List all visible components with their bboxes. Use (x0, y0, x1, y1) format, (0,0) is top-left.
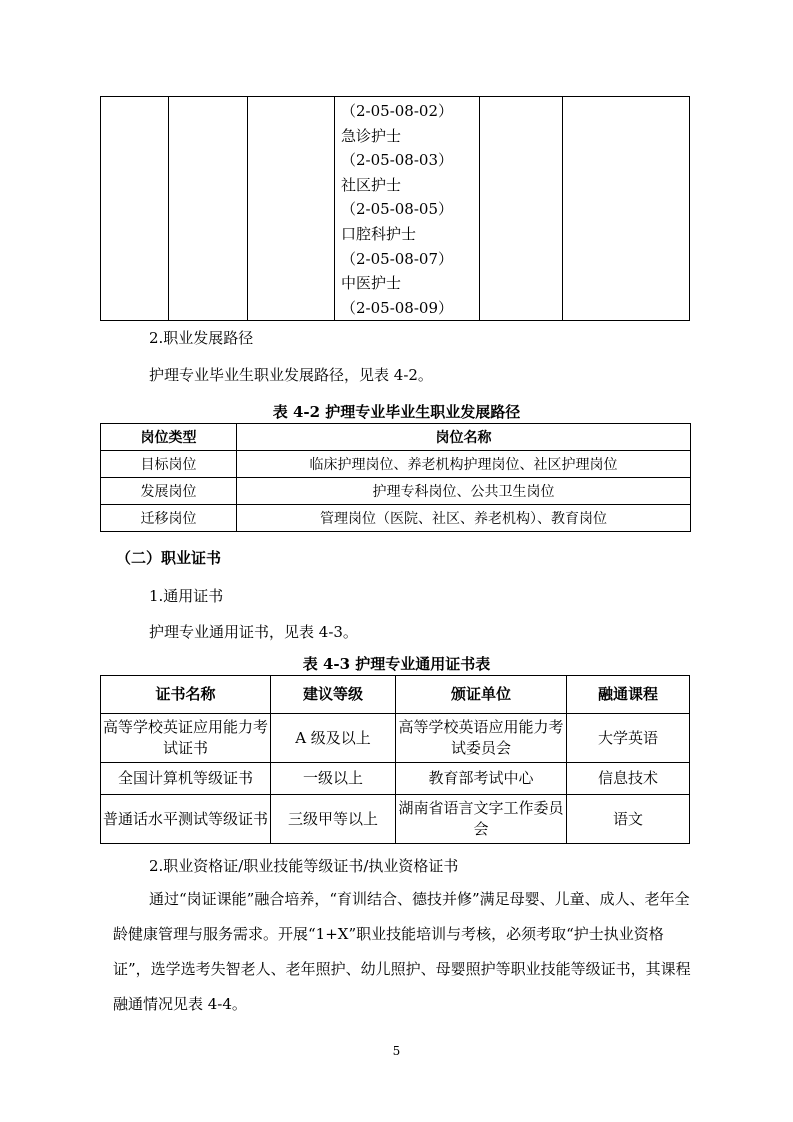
table-header: 证书名称 (101, 676, 271, 714)
table-cell: 教育部考试中心 (396, 763, 567, 795)
continuation-lines (335, 97, 479, 320)
table-cell (248, 97, 335, 321)
continuation-line: （2-05-08-05） (341, 200, 454, 219)
table-cell: 全国计算机等级证书 (101, 763, 271, 795)
certificates-sub1: 1.通用证书 (149, 587, 224, 605)
page-number: 5 (392, 1044, 401, 1058)
continuation-line: （2-05-08-03） (341, 151, 454, 170)
table-cell (563, 97, 690, 321)
table-cell: 一级以上 (271, 763, 396, 795)
continuation-line: （2-05-08-02） (341, 102, 454, 120)
certificates-intro: 护理专业通用证书，见表 4-3。 (149, 623, 358, 641)
table-row (101, 478, 691, 505)
table-cell (480, 97, 563, 321)
qualification-heading: 2.职业资格证/职业技能等级证书/执业资格证书 (149, 857, 459, 875)
table-row (101, 763, 690, 795)
table-cell: A 级及以上 (271, 714, 396, 763)
table-row (101, 451, 691, 478)
table-cell (335, 97, 480, 321)
table-cell: 湖南省语言文字工作委员会 (396, 795, 567, 844)
table-4-3-caption: 表 4-3 护理专业通用证书表 (302, 655, 491, 673)
table-cell: 信息技术 (567, 763, 690, 795)
continuation-line: 口腔科护士 (341, 224, 417, 243)
table-row (101, 714, 690, 763)
continuation-line: （2-05-08-09） (341, 298, 454, 317)
table-cell: 迁移岗位 (101, 505, 237, 532)
table-header: 岗位名称 (237, 424, 691, 451)
table-cell: 高等学校英证应用能力考试证书 (101, 714, 271, 763)
continuation-line: 社区护士 (341, 175, 402, 194)
table-cell: 发展岗位 (101, 478, 237, 505)
table-header: 岗位类型 (101, 424, 237, 451)
career-path-heading: 2.职业发展路径 (149, 329, 254, 347)
table-header: 建议等级 (271, 676, 396, 714)
qualification-paragraph: 通过“岗证课能”融合培养，“育训结合、德技并修”满足母婴、儿童、成人、老年全龄健康管理与服务需求。开展“1+X”职业技能培训与考核，必须考取“护士执业资格证”，选学选考失智老人、老年照护、幼儿照护、母婴照护等职业技能等级证书，其课程融通情况见表 4-4。 (113, 890, 691, 1013)
continuation-table (100, 96, 690, 321)
table-4-3 (100, 675, 690, 844)
continuation-line: 急诊护士 (341, 126, 402, 145)
table-row (101, 795, 690, 844)
table-cell: 语文 (567, 795, 690, 844)
certificates-heading: （二）职业证书 (116, 549, 222, 567)
table-cell: 高等学校英语应用能力考试委员会 (396, 714, 567, 763)
table-row (101, 505, 691, 532)
continuation-line: 中医护士 (341, 274, 402, 293)
table-cell: 普通话水平测试等级证书 (101, 795, 271, 844)
table-4-2-caption: 表 4-2 护理专业毕业生职业发展路径 (272, 403, 521, 421)
table-4-2 (100, 423, 691, 532)
table-header: 颁证单位 (396, 676, 567, 714)
table-cell: 护理专科岗位、公共卫生岗位 (237, 478, 691, 505)
table-cell (101, 97, 169, 321)
table-cell (169, 97, 248, 321)
table-cell: 三级甲等以上 (271, 795, 396, 844)
table-header: 融通课程 (567, 676, 690, 714)
table-cell: 大学英语 (567, 714, 690, 763)
continuation-line: （2-05-08-07） (341, 249, 454, 268)
career-path-intro: 护理专业毕业生职业发展路径，见表 4-2。 (149, 366, 433, 384)
table-cell: 目标岗位 (101, 451, 237, 478)
table-cell: 临床护理岗位、养老机构护理岗位、社区护理岗位 (237, 451, 691, 478)
table-cell: 管理岗位（医院、社区、养老机构）、教育岗位 (237, 505, 691, 532)
